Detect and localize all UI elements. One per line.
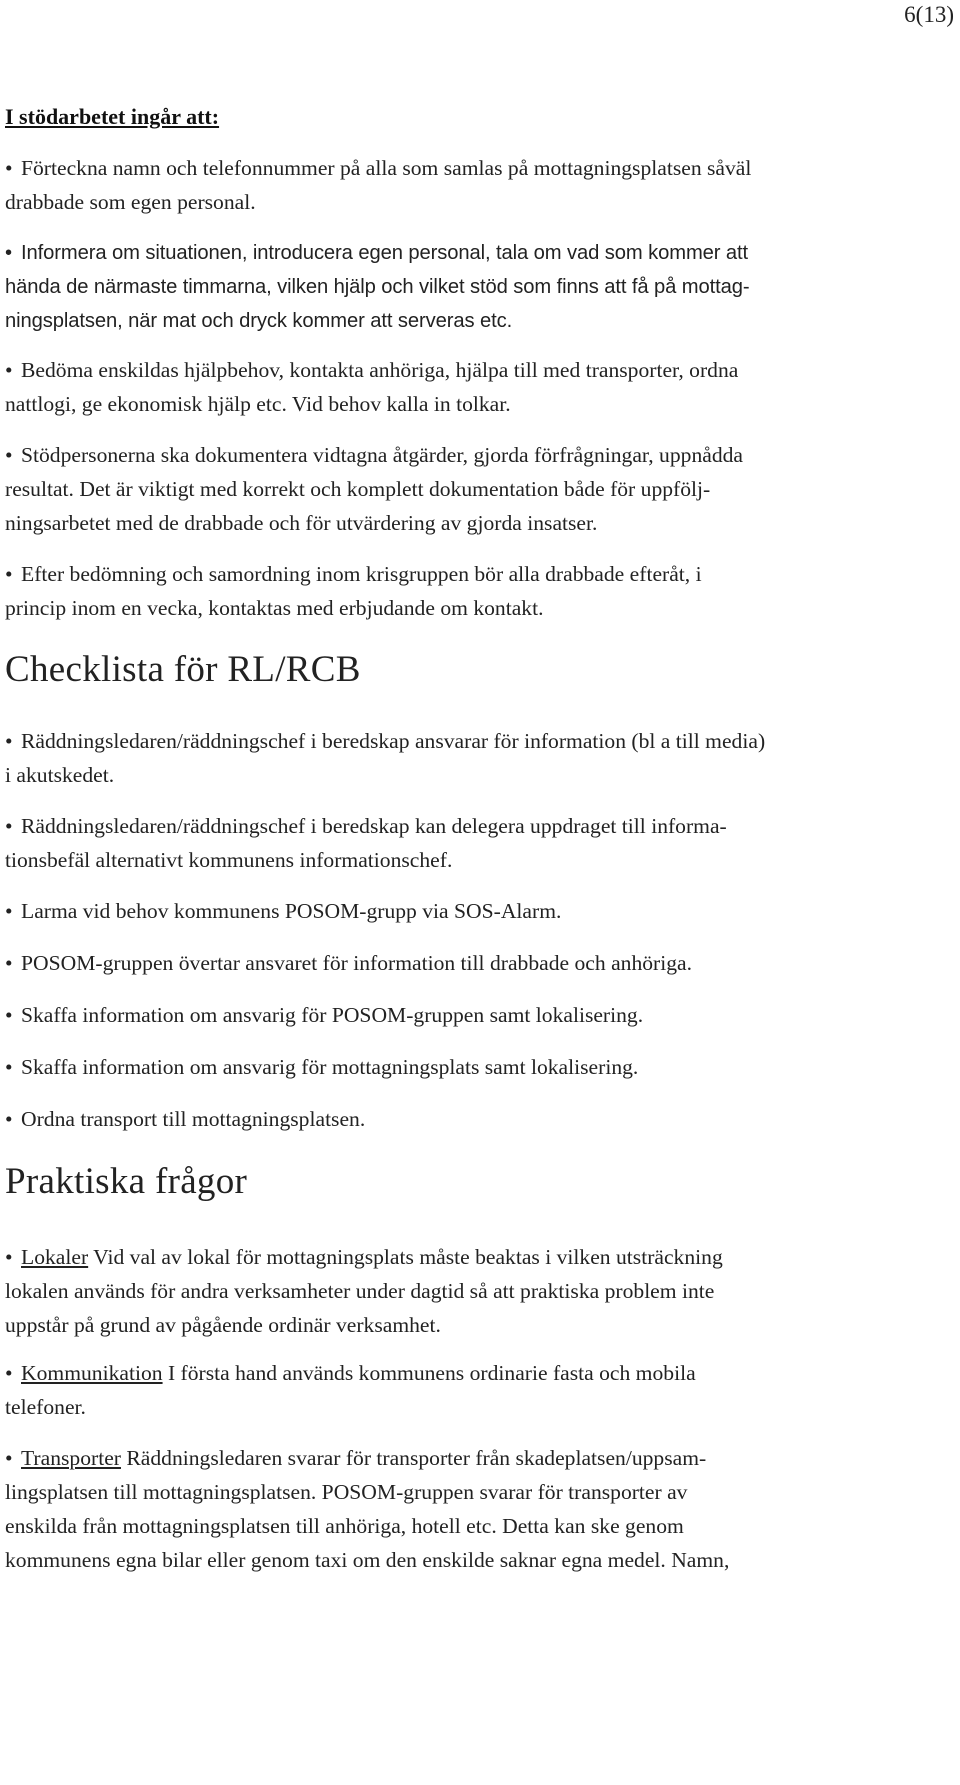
- bullet-icon: •: [5, 729, 13, 753]
- page-number: 6(13): [904, 2, 954, 27]
- bullet-icon: •: [5, 1055, 13, 1079]
- item-text: Ordna transport till mottagningsplatsen.: [21, 1107, 366, 1131]
- section-heading-practical: Praktiska frågor: [5, 1161, 248, 1202]
- list-item: [5, 557, 954, 625]
- list-item: [5, 1441, 954, 1577]
- list-item: [5, 1356, 954, 1424]
- item-text: Vid val av lokal för mottagningsplats måste beaktas i vilken utsträckning: [88, 1245, 723, 1269]
- list-item: [5, 809, 954, 877]
- list-item: [5, 236, 954, 338]
- item-text: Skaffa information om ansvarig för mottagningsplats samt lokalisering.: [21, 1055, 639, 1079]
- section-heading-support: I stödarbetet ingår att:: [5, 104, 220, 129]
- item-text: Larma vid behov kommunens POSOM-grupp via SOS-Alarm.: [21, 899, 562, 923]
- list-item: [5, 1050, 954, 1084]
- item-text: Räddningsledaren/räddningschef i beredskap kan delegera uppdraget till informa-: [21, 814, 727, 838]
- item-text: Förteckna namn och telefonnummer på alla som samlas på mottagningsplatsen såväl: [21, 156, 752, 180]
- bullet-icon: •: [5, 1003, 13, 1027]
- item-text: uppstår på grund av pågående ordinär verksamhet.: [5, 1313, 441, 1337]
- item-text: Informera om situationen, introducera egen personal, tala om vad som kommer att: [21, 242, 749, 264]
- bullet-icon: •: [5, 1107, 13, 1131]
- list-item: [5, 724, 954, 792]
- list-item: [5, 1102, 954, 1136]
- list-item: [5, 1240, 954, 1342]
- item-text: resultat. Det är viktigt med korrekt och komplett dokumentation både för uppfölj-: [5, 477, 711, 501]
- item-text: Räddningsledaren/räddningschef i beredskap ansvarar för information (bl a till media): [21, 729, 766, 753]
- item-text: kommunens egna bilar eller genom taxi om den enskilde saknar egna medel. Namn,: [5, 1548, 730, 1572]
- item-text: telefoner.: [5, 1395, 86, 1419]
- bullet-icon: •: [5, 443, 13, 467]
- list-item: [5, 998, 954, 1032]
- item-text: Skaffa information om ansvarig för POSOM-gruppen samt lokalisering.: [21, 1003, 644, 1027]
- item-text: Räddningsledaren svarar för transporter från skadeplatsen/uppsam-: [120, 1446, 707, 1470]
- list-item: [5, 438, 954, 540]
- item-text: POSOM-gruppen övertar ansvaret för information till drabbade och anhöriga.: [21, 951, 693, 975]
- list-item: [5, 946, 954, 980]
- section-heading-checklist: Checklista för RL/RCB: [5, 649, 361, 690]
- item-text: hända de närmaste timmarna, vilken hjälp och vilket stöd som finns att få på mottag-: [5, 276, 750, 298]
- item-text: ningsarbetet med de drabbade och för utvärdering av gjorda insatser.: [5, 511, 598, 535]
- item-text: Efter bedömning och samordning inom krisgruppen bör alla drabbade efteråt, i: [21, 562, 702, 586]
- term-transporter: Transporter: [21, 1446, 121, 1470]
- bullet-icon: •: [5, 156, 13, 180]
- item-text: Bedöma enskildas hjälpbehov, kontakta anhöriga, hjälpa till med transporter, ordna: [21, 358, 739, 382]
- bullet-icon: •: [5, 814, 13, 838]
- bullet-icon: •: [5, 1446, 13, 1470]
- item-text: lingsplatsen till mottagningsplatsen. POSOM-gruppen svarar för transporter av: [5, 1480, 688, 1504]
- item-text: drabbade som egen personal.: [5, 190, 256, 214]
- bullet-icon: •: [5, 951, 13, 975]
- item-text: nattlogi, ge ekonomisk hjälp etc. Vid behov kalla in tolkar.: [5, 392, 511, 416]
- item-text: princip inom en vecka, kontaktas med erbjudande om kontakt.: [5, 596, 544, 620]
- bullet-icon: •: [5, 1245, 13, 1269]
- bullet-icon: •: [5, 358, 13, 382]
- bullet-icon: •: [5, 899, 13, 923]
- item-text: i akutskedet.: [5, 763, 115, 787]
- item-text: enskilda från mottagningsplatsen till anhöriga, hotell etc. Detta kan ske genom: [5, 1514, 684, 1538]
- item-text: lokalen används för andra verksamheter under dagtid så att praktiska problem inte: [5, 1279, 715, 1303]
- bullet-icon: •: [5, 1361, 13, 1385]
- item-text: ningsplatsen, när mat och dryck kommer att serveras etc.: [5, 310, 513, 332]
- item-text: I första hand används kommunens ordinarie fasta och mobila: [162, 1361, 696, 1385]
- list-item: [5, 894, 954, 928]
- list-item: [5, 151, 954, 219]
- bullet-icon: •: [5, 242, 12, 264]
- term-kommunikation: Kommunikation: [21, 1361, 163, 1385]
- bullet-icon: •: [5, 562, 13, 586]
- term-lokaler: Lokaler: [21, 1245, 89, 1269]
- item-text: Stödpersonerna ska dokumentera vidtagna åtgärder, gjorda förfrågningar, uppnådda: [21, 443, 743, 467]
- item-text: tionsbefäl alternativt kommunens informationschef.: [5, 848, 453, 872]
- list-item: [5, 353, 954, 421]
